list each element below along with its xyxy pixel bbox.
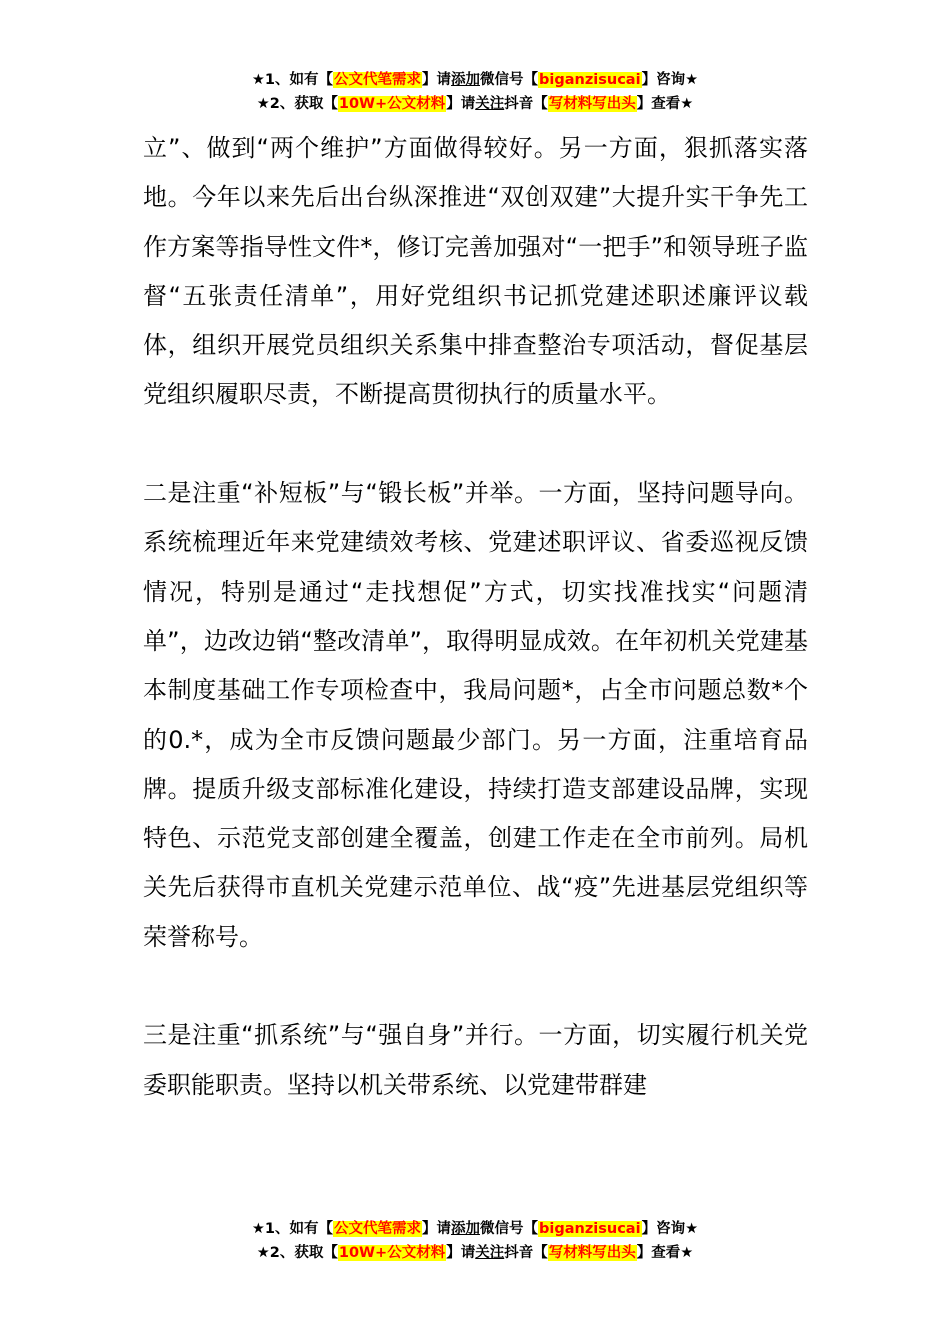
highlight-materials: 10W+公文材料 (338, 1245, 446, 1261)
header-banner (0, 68, 950, 116)
paragraph: 立”、做到“两个维护”方面做得较好。另一方面，狠抓落实落地。今年以来先后出台纵深推进“双创双建”大提升实干争先工作方案等指导性文件*，修订完善加强对“一把手”和领导班子监督“五张责任清单”，用好党组织书记抓党建述职述廉评议载体，组织开展党员组织关系集中排查整治专项活动，督促基层党组织履职尽责，不断提高贯彻执行的质量水平。 (143, 134, 808, 409)
highlight-materials: 10W+公文材料 (338, 96, 446, 112)
highlight-service: 公文代笔需求 (334, 72, 422, 88)
footer-banner (0, 1217, 950, 1265)
banner-line-1: ★1、如有【公文代笔需求】请添加微信号【biganzisucai】咨询★ (251, 72, 699, 88)
paragraph: 三是注重“抓系统”与“强自身”并行。一方面，切实履行机关党委职能职责。坚持以机关带系统、以党建带群建 (143, 1021, 808, 1099)
paragraph-spacer (143, 420, 808, 469)
highlight-service: 公文代笔需求 (334, 1221, 422, 1237)
document-body (143, 124, 808, 1110)
paragraph-spacer (143, 962, 808, 1011)
paragraph: 二是注重“补短板”与“锻长板”并举。一方面，坚持问题导向。系统梳理近年来党建绩效考核、党建述职评议、省委巡视反馈情况，特别是通过“走找想促”方式，切实找准找实“问题清单”，边改边销“整改清单”，取得明显成效。在年初机关党建基本制度基础工作专项检查中，我局问题*，占全市问题总数*个的0.*，成为全市反馈问题最少部门。另一方面，注重培育品牌。提质升级支部标准化建设，持续打造支部建设品牌，实现特色、示范党支部创建全覆盖，创建工作走在全市前列。局机关先后获得市直机关党建示范单位、战“疫”先进基层党组织等荣誉称号。 (143, 479, 808, 951)
banner-line-2: ★2、获取【10W+公文材料】请关注抖音【写材料写出头】查看★ (256, 96, 694, 112)
banner-line-2: ★2、获取【10W+公文材料】请关注抖音【写材料写出头】查看★ (256, 1245, 694, 1261)
highlight-douyin-name: 写材料写出头 (548, 96, 636, 112)
highlight-wechat-id: biganzisucai (539, 1221, 641, 1237)
banner-line-1: ★1、如有【公文代笔需求】请添加微信号【biganzisucai】咨询★ (251, 1221, 699, 1237)
highlight-wechat-id: biganzisucai (539, 72, 641, 88)
highlight-douyin-name: 写材料写出头 (548, 1245, 636, 1261)
